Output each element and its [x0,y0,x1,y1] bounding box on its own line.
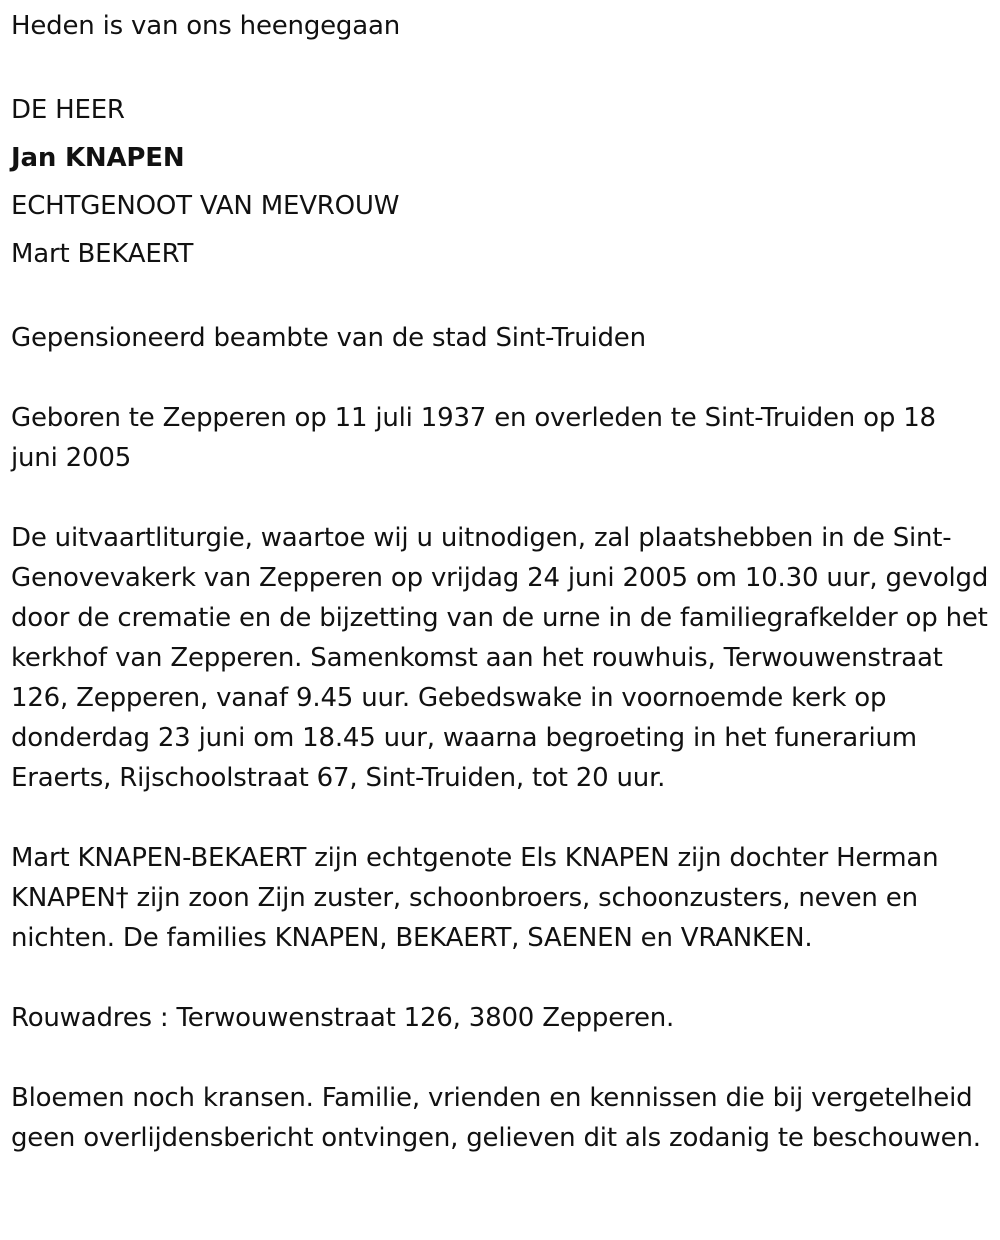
spacer [11,958,990,998]
spacer [11,478,990,518]
salutation: DE HEER [11,95,125,125]
birth-death-info: Geboren te Zepperen op 11 juli 1937 en overleden te Sint-Truiden op 18 juni 2005 [11,403,936,473]
spacer [11,798,990,838]
occupation: Gepensioneerd beambte van de stad Sint-Truiden [11,323,646,353]
intro-line: Heden is van ons heengegaan [11,11,400,41]
spacer [11,278,990,318]
family-members: Mart KNAPEN-BEKAERT zijn echtgenote Els KNAPEN zijn dochter Herman KNAPEN† zijn zoon Zijn zuster, schoonbroers, schoonzusters, neven en nichten. De families KNAPEN, BEKAERT, SAENEN en VRANKEN. [11,843,939,953]
ceremony-details: De uitvaartliturgie, waartoe wij u uitnodigen, zal plaatshebben in de Sint-Genovevakerk van Zepperen op vrijdag 24 juni 2005 om 10.30 uur, gevolgd door de crematie en de bijzetting van de urne in de familiegrafkelder op het kerkhof van Zepperen. Samenkomst aan het rouwhuis, Terwouwenstraat 126, Zepperen, vanaf 9.45 uur. Gebedswake in voornoemde kerk op donderdag 23 juni om 18.45 uur, waarna begroeting in het funerarium Eraerts, Rijschoolstraat 67, Sint-Truiden, tot 20 uur. [11,523,989,793]
mourning-address: Rouwadres : Terwouwenstraat 126, 3800 Zepperen. [11,1003,675,1033]
spacer [11,358,990,398]
spacer [11,46,990,86]
spouse-label: ECHTGENOOT VAN MEVROUW [11,191,400,221]
deceased-name: Jan KNAPEN [11,143,185,173]
spouse-name: Mart BEKAERT [11,239,194,269]
closing-note: Bloemen noch kransen. Familie, vrienden en kennissen die bij vergetelheid geen overlijdensbericht ontvingen, gelieven dit als zodanig te beschouwen. [11,1083,981,1153]
spacer [11,1038,990,1078]
